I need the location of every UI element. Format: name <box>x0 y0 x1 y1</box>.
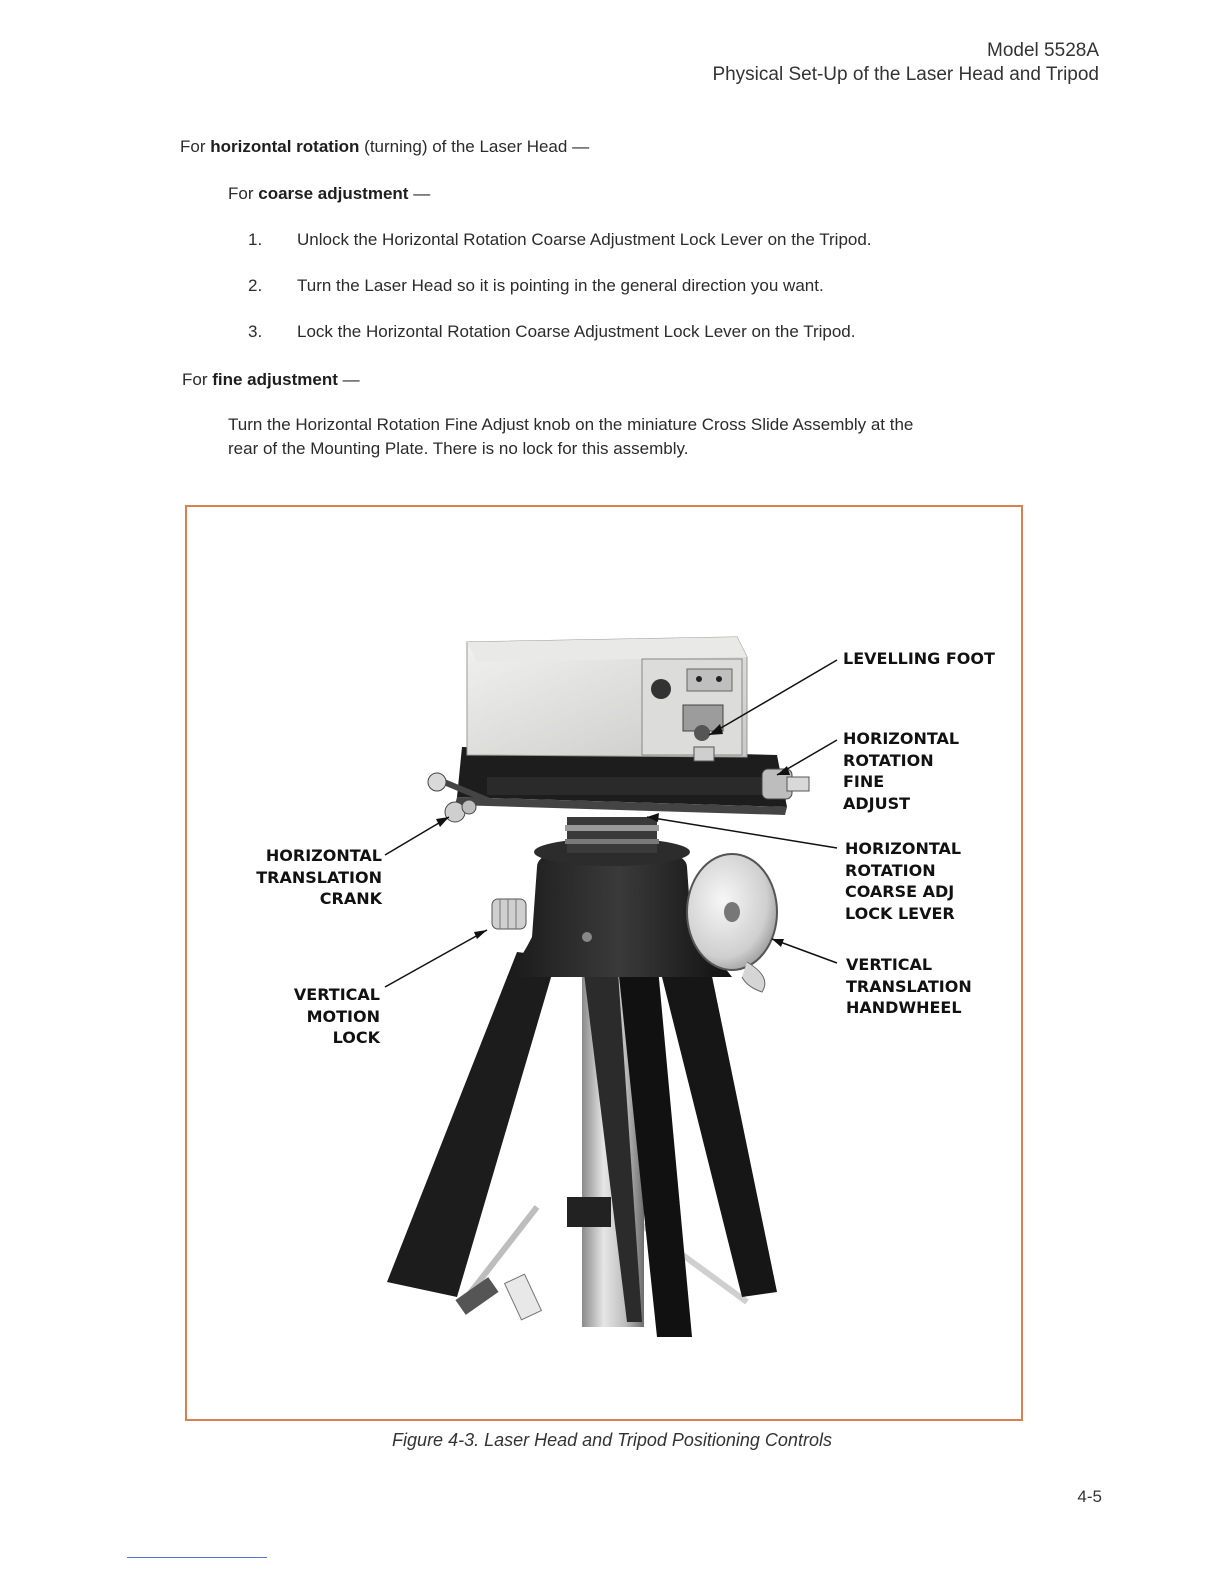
label-line: MOTION <box>306 1006 380 1026</box>
label-line: HORIZONTAL <box>843 729 960 748</box>
label-line: COARSE ADJ <box>845 882 955 901</box>
label-line: CRANK <box>319 889 382 908</box>
fine-text-line1: Turn the Horizontal Rotation Fine Adjust knob on the miniature Cross Slide Assembly at the <box>228 415 914 434</box>
label-line: TRANSLATION <box>256 867 382 887</box>
fine-heading-bold: fine adjustment <box>212 370 338 389</box>
fine-heading-pre: For <box>182 370 213 389</box>
running-header-model: Model 5528A <box>987 40 1099 61</box>
coarse-heading-bold: coarse adjustment <box>258 184 409 203</box>
label-horizontal-translation-crank <box>230 845 382 910</box>
label-horizontal-rotation-fine-adjust <box>843 728 959 814</box>
label-line: ADJUST <box>843 793 911 813</box>
pole-clamp <box>567 1197 611 1227</box>
footer-rule <box>127 1557 267 1558</box>
step-number: 2. <box>248 276 263 295</box>
label-line: HANDWHEEL <box>846 998 962 1017</box>
label-line: LEVELLING FOOT <box>843 649 995 668</box>
label-line: VERTICAL <box>293 985 380 1004</box>
running-header-section: Physical Set-Up of the Laser Head and Tripod <box>712 64 1099 85</box>
label-vertical-motion-lock <box>250 984 380 1049</box>
laser-head-box <box>467 637 747 761</box>
label-horizontal-rotation-coarse-adj-lock-lever <box>845 838 961 924</box>
coarse-heading-post: — <box>408 184 431 203</box>
label-line: ROTATION <box>845 860 936 880</box>
intro-pre: For <box>180 137 211 156</box>
label-line: TRANSLATION <box>846 976 972 996</box>
page-number: 4-5 <box>1077 1487 1102 1506</box>
label-line: FINE <box>843 772 885 791</box>
label-vertical-translation-handwheel <box>846 954 972 1019</box>
label-line: ROTATION <box>843 750 934 770</box>
fine-text-line2: rear of the Mounting Plate. There is no lock for this assembly. <box>228 439 689 458</box>
fine-heading <box>182 370 360 390</box>
vertical-motion-lock-knob <box>492 899 526 929</box>
fine-heading-post: — <box>337 370 360 389</box>
label-levelling-foot <box>843 648 995 670</box>
step-number: 3. <box>248 322 263 341</box>
step-text: Turn the Laser Head so it is pointing in the general direction you want. <box>297 276 824 295</box>
intro-post: (turning) of the Laser Head — <box>359 137 590 156</box>
label-line: VERTICAL <box>846 955 933 974</box>
figure-caption: Figure 4-3. Laser Head and Tripod Positioning Controls <box>392 1430 832 1450</box>
label-line: HORIZONTAL <box>845 839 962 858</box>
label-line: LOCK LEVER <box>845 903 955 923</box>
step-number: 1. <box>248 230 263 249</box>
coarse-heading-pre: For <box>228 184 259 203</box>
intro-line <box>180 137 589 157</box>
label-line: HORIZONTAL <box>265 846 382 865</box>
coarse-heading <box>228 184 430 204</box>
intro-bold: horizontal rotation <box>210 137 360 156</box>
label-line: LOCK <box>332 1028 380 1047</box>
step-text: Unlock the Horizontal Rotation Coarse Adjustment Lock Lever on the Tripod. <box>297 230 872 249</box>
step-text: Lock the Horizontal Rotation Coarse Adjustment Lock Lever on the Tripod. <box>297 322 856 341</box>
